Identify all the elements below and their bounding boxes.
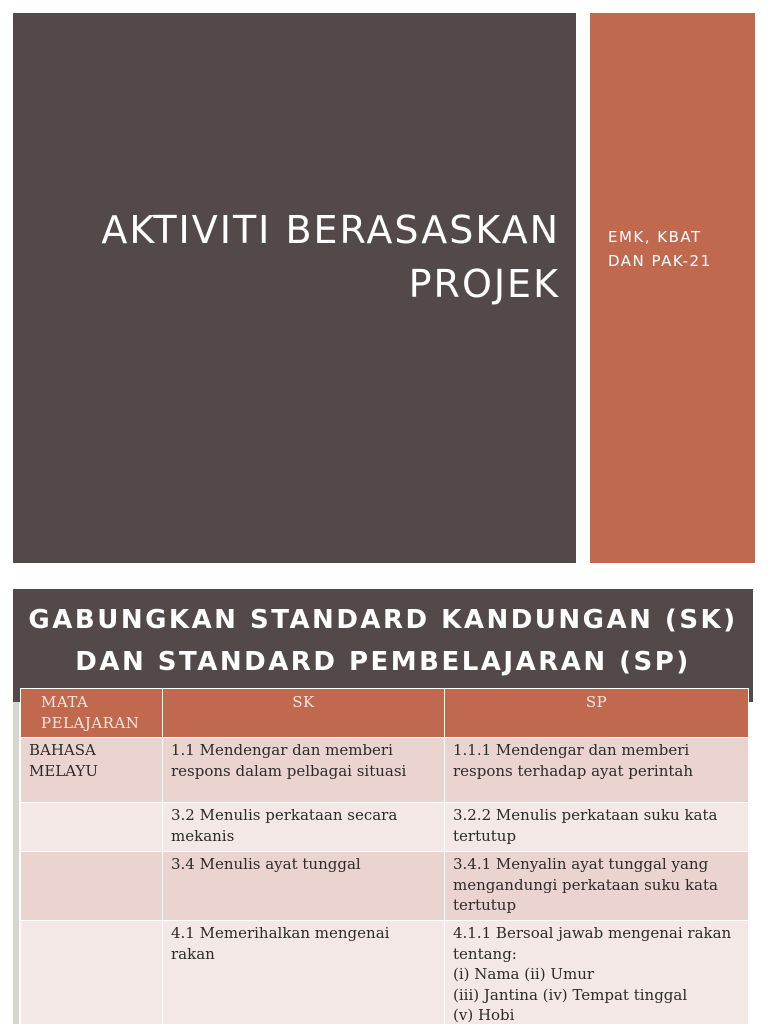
heading-line: GABUNGKAN STANDARD KANDUNGAN (SK): [28, 605, 738, 635]
heading-line: DAN STANDARD PEMBELAJARAN (SP): [75, 647, 691, 677]
title-line: PROJEK: [408, 262, 560, 306]
subtitle-line: EMK, KBAT: [608, 228, 702, 246]
table-row: [21, 852, 749, 921]
cell-sp: 3.4.1 Menyalin ayat tunggal yang mengandungi perkataan suku kata tertutup: [445, 852, 749, 921]
title-slide-heading: [40, 203, 560, 311]
subtitle-line: DAN PAK-21: [608, 252, 712, 270]
standards-slide-header-band: [13, 589, 753, 702]
title-line: AKTIVITI BERASASKAN: [101, 208, 560, 252]
table-row: [21, 738, 749, 803]
cell-subject: [21, 921, 163, 1024]
cell-sk: 3.2 Menulis perkataan secara mekanis: [163, 803, 445, 852]
cell-subject: [21, 852, 163, 921]
cell-sp: 1.1.1 Mendengar dan memberi respons terhadap ayat perintah: [445, 738, 749, 803]
header-sk: SK: [163, 689, 445, 738]
table-row: [21, 803, 749, 852]
standards-slide-heading: [13, 599, 753, 683]
header-sp: SP: [445, 689, 749, 738]
standards-table: [20, 688, 749, 1024]
title-slide-accent-panel: [590, 13, 755, 563]
cell-sp: 3.2.2 Menulis perkataan suku kata tertutup: [445, 803, 749, 852]
cell-subject: BAHASA MELAYU: [21, 738, 163, 803]
slide-side-strip: [13, 702, 19, 1024]
table-row: [21, 921, 749, 1024]
cell-subject: [21, 803, 163, 852]
cell-sk: 4.1 Memerihalkan mengenai rakan: [163, 921, 445, 1024]
cell-sk: 3.4 Menulis ayat tunggal: [163, 852, 445, 921]
table-header-row: [21, 689, 749, 738]
header-subject: MATA PELAJARAN: [21, 689, 163, 738]
cell-sk: 1.1 Mendengar dan memberi respons dalam pelbagai situasi: [163, 738, 445, 803]
title-slide-main-panel: [13, 13, 576, 563]
cell-sp: 4.1.1 Bersoal jawab mengenai rakan tentang: (i) Nama (ii) Umur (iii) Jantina (iv) Tempat tinggal (v) Hobi: [445, 921, 749, 1024]
title-slide-subtitle: [608, 225, 748, 273]
